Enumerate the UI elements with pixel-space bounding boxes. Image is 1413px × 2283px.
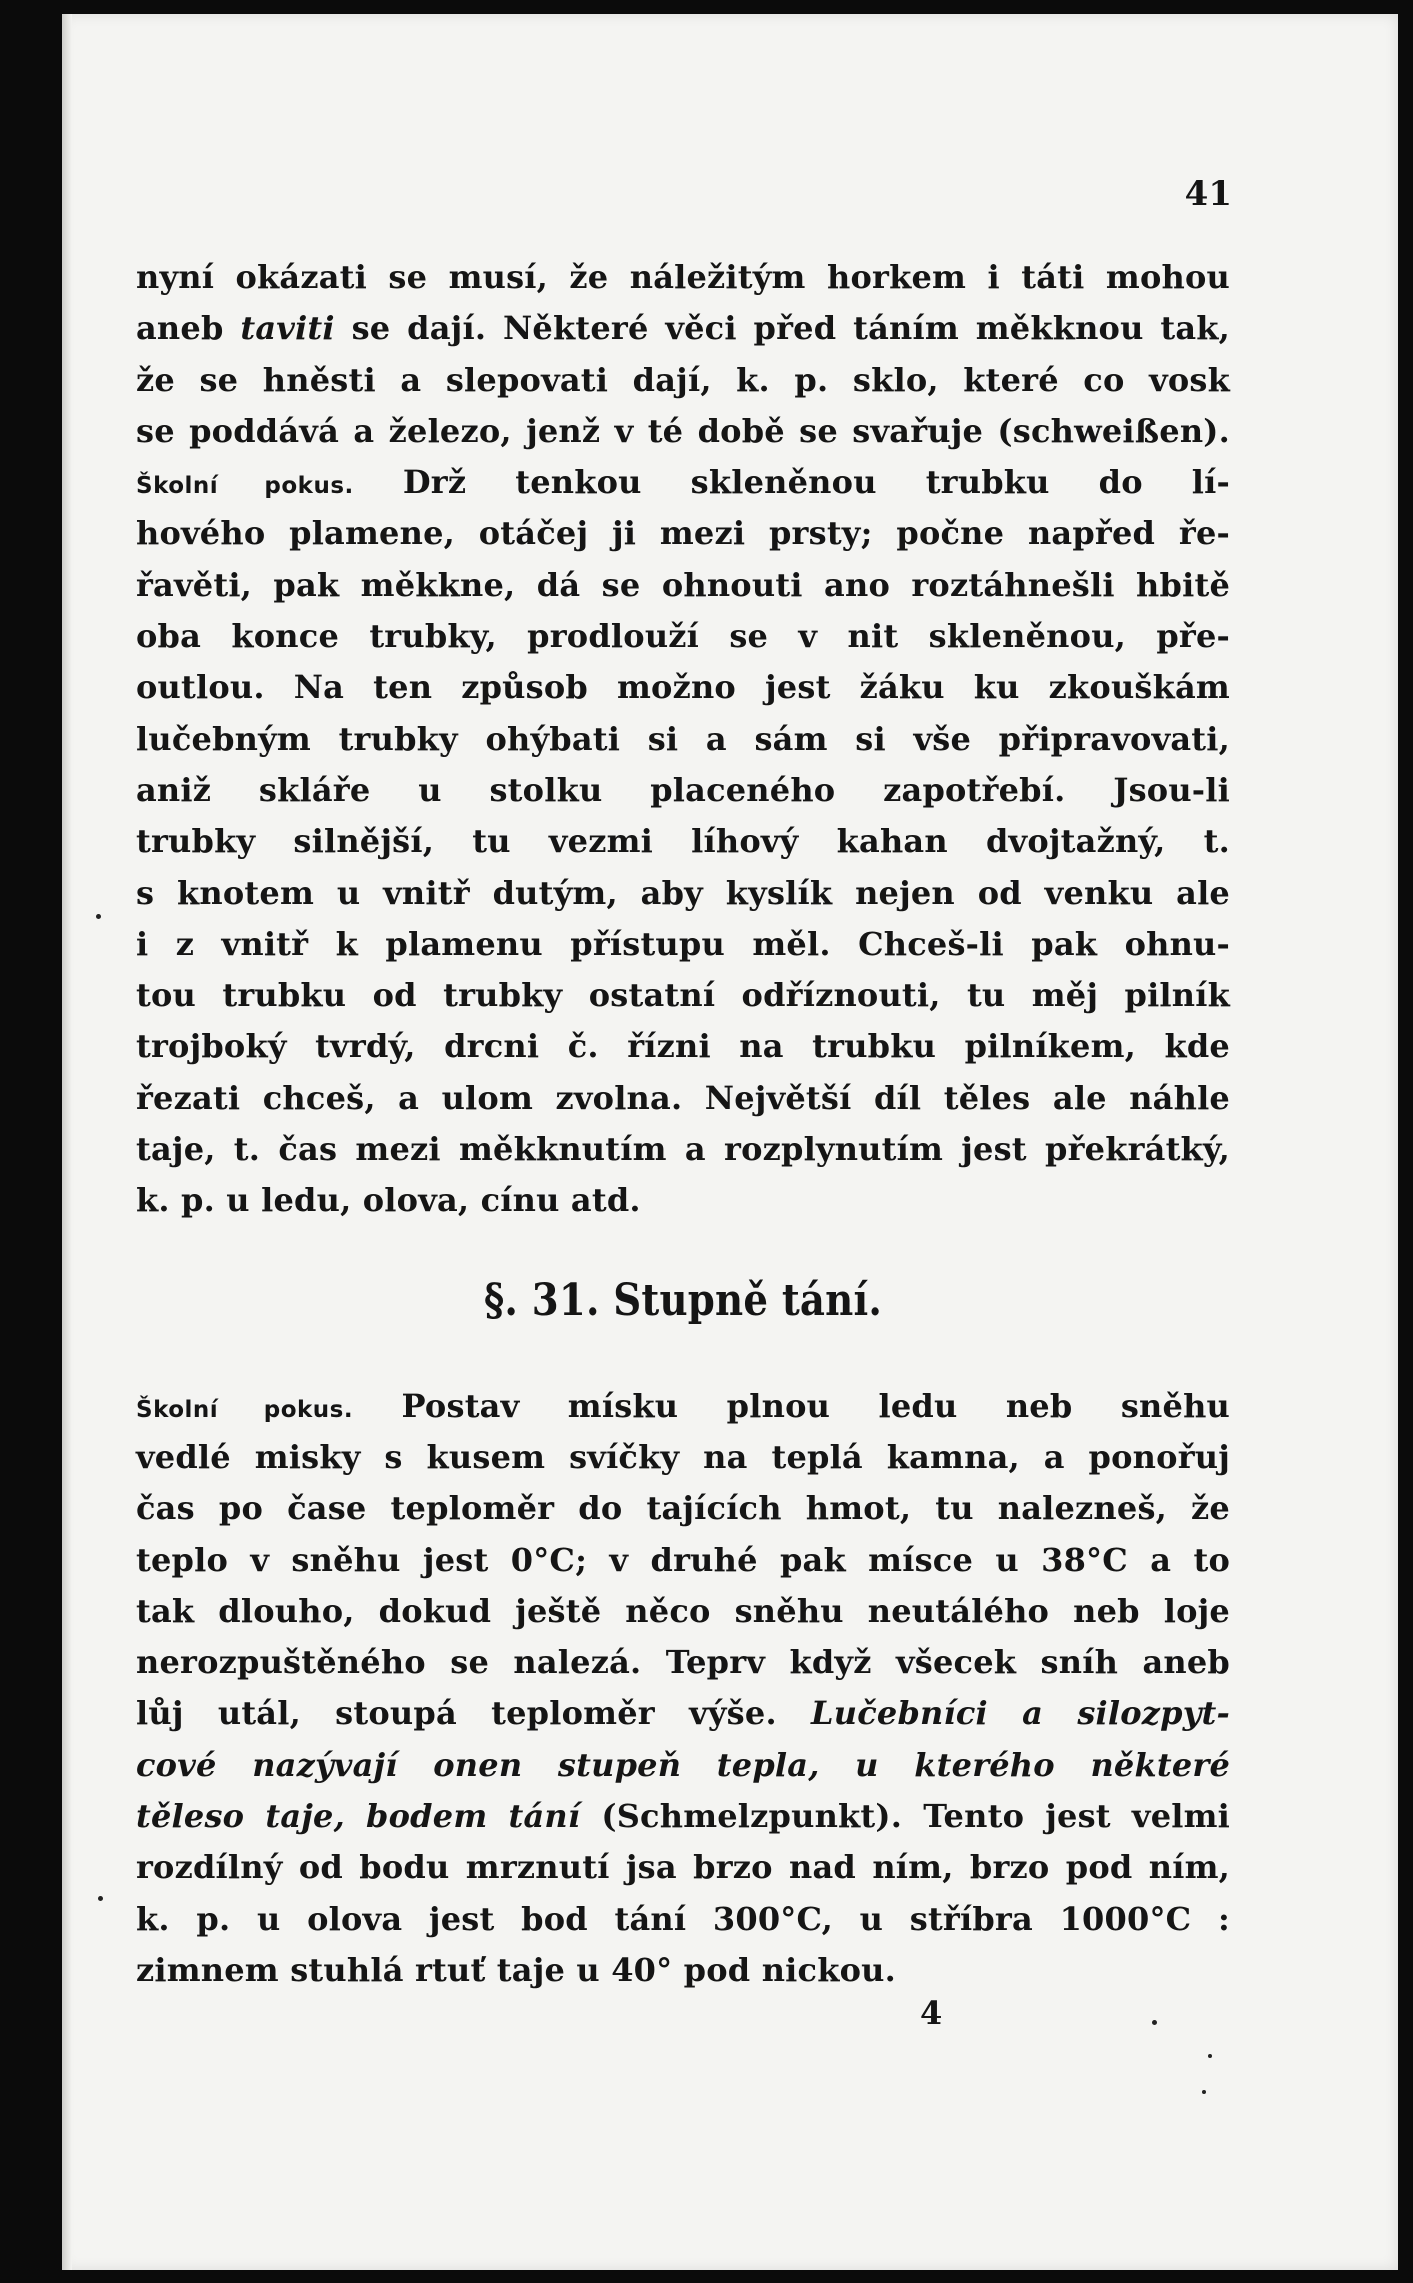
line-start: aneb	[136, 309, 241, 348]
text-line: outlou. Na ten způsob možno jest žáku ku zkouškám	[136, 668, 1230, 707]
text-line: cové nazývají onen stupeň tepla, u kterého některé	[136, 1745, 1230, 1784]
book-page	[62, 14, 1398, 2270]
italic-term-taviti: taviti	[240, 309, 335, 348]
text-line: trojboký tvrdý, drcni č. řízni na trubku pilníkem, kde	[136, 1027, 1230, 1066]
text-line	[136, 1381, 1230, 1432]
text-line: aniž skláře u stolku placeného zapotřebí. Jsou-li	[136, 770, 1230, 809]
text-line: zimnem stuhlá rtuť taje u 40° pod nickou.	[136, 1950, 896, 1989]
text-line: tak dlouho, dokud ještě něco sněhu neutálého neb loje	[136, 1591, 1230, 1630]
text-line: lučebným trubky ohýbati si a sám si vše připravovati,	[136, 719, 1230, 758]
text-line: taje, t. čas mezi měkknutím a rozplynutím jest překrátký,	[136, 1130, 1230, 1169]
text-line: nerozpuštěného se nalezá. Teprv když všecek sníh aneb	[136, 1643, 1230, 1682]
page-edge-shadow	[62, 14, 72, 2270]
signature-mark: 4	[920, 1994, 943, 2032]
text-line: teplo v sněhu jest 0°C; v druhé pak mísce u 38°C a to	[136, 1540, 1230, 1579]
text-line: řavěti, pak měkkne, dá se ohnouti ano roztáhnešli hbitě	[136, 565, 1230, 604]
page-number: 41	[1184, 174, 1232, 214]
text-line	[136, 457, 1230, 508]
scan-speck	[1152, 2020, 1157, 2025]
text-line: čas po čase teploměr do tajících hmot, tu nalezneš, že	[136, 1489, 1230, 1528]
text-line	[136, 303, 1230, 354]
text-line: tou trubku od trubky ostatní odříznouti, tu měj pilník	[136, 976, 1230, 1015]
italic-definition-start: Lučebníci a silozpyt-	[811, 1694, 1231, 1733]
text-line: nyní okázati se musí, že náležitým horkem i táti mohou	[136, 258, 1230, 296]
text-line: rozdílný od bodu mrznutí jsa brzo nad ním, brzo pod ním,	[136, 1848, 1230, 1887]
line-end: se dají. Některé věci před táním měkknou tak,	[334, 309, 1231, 348]
text-line: oba konce trubky, prodlouží se v nit skleněnou, pře-	[136, 617, 1230, 656]
text-line: k. p. u olova jest bod tání 300°C, u stříbra 1000°C :	[136, 1899, 1230, 1938]
text-line: hového plamene, otáčej ji mezi prsty; počne napřed ře-	[136, 514, 1230, 553]
line-end: Tento jest velmi	[923, 1797, 1231, 1836]
experiment-label: Školní pokus.	[136, 1396, 354, 1423]
text-line: řezati chceš, a ulom zvolna. Největší díl těles ale náhle	[136, 1078, 1230, 1117]
paragraph-first-line: Postav mísku plnou ledu neb sněhu	[401, 1386, 1230, 1425]
scan-speck	[96, 914, 101, 919]
paragraph-first-line: Drž tenkou skleněnou trubku do lí-	[402, 463, 1231, 502]
scan-speck	[1208, 2054, 1212, 2058]
text-line: trubky silnější, tu vezmi líhový kahan dvojtažný, t.	[136, 822, 1230, 861]
text-line: k. p. u ledu, olova, cínu atd.	[136, 1181, 641, 1220]
text-line	[136, 1791, 1230, 1842]
text-line: s knotem u vnitř dutým, aby kyslík nejen od venku ale	[136, 873, 1230, 912]
text-line	[136, 1688, 1230, 1739]
experiment-label: Školní pokus.	[136, 473, 354, 500]
line-start: lůj utál, stoupá teploměr výše.	[136, 1694, 777, 1733]
text-line: se poddává a železo, jenž v té době se svařuje (schweißen).	[136, 411, 1230, 450]
italic-definition-end: těleso taje, bodem tání	[136, 1797, 581, 1836]
text-line: vedlé misky s kusem svíčky na teplá kamna, a ponořuj	[136, 1437, 1230, 1476]
text-line: i z vnitř k plamenu přístupu měl. Chceš-li pak ohnu-	[136, 924, 1230, 963]
page-text	[136, 252, 1230, 1996]
german-term: (Schmelzpunkt).	[601, 1797, 903, 1836]
scan-speck	[1202, 2090, 1206, 2094]
section-heading: §. 31. Stupně tání.	[483, 1274, 883, 1326]
text-line: že se hněsti a slepovati dají, k. p. sklo, které co vosk	[136, 360, 1230, 399]
scan-speck	[98, 1896, 103, 1901]
